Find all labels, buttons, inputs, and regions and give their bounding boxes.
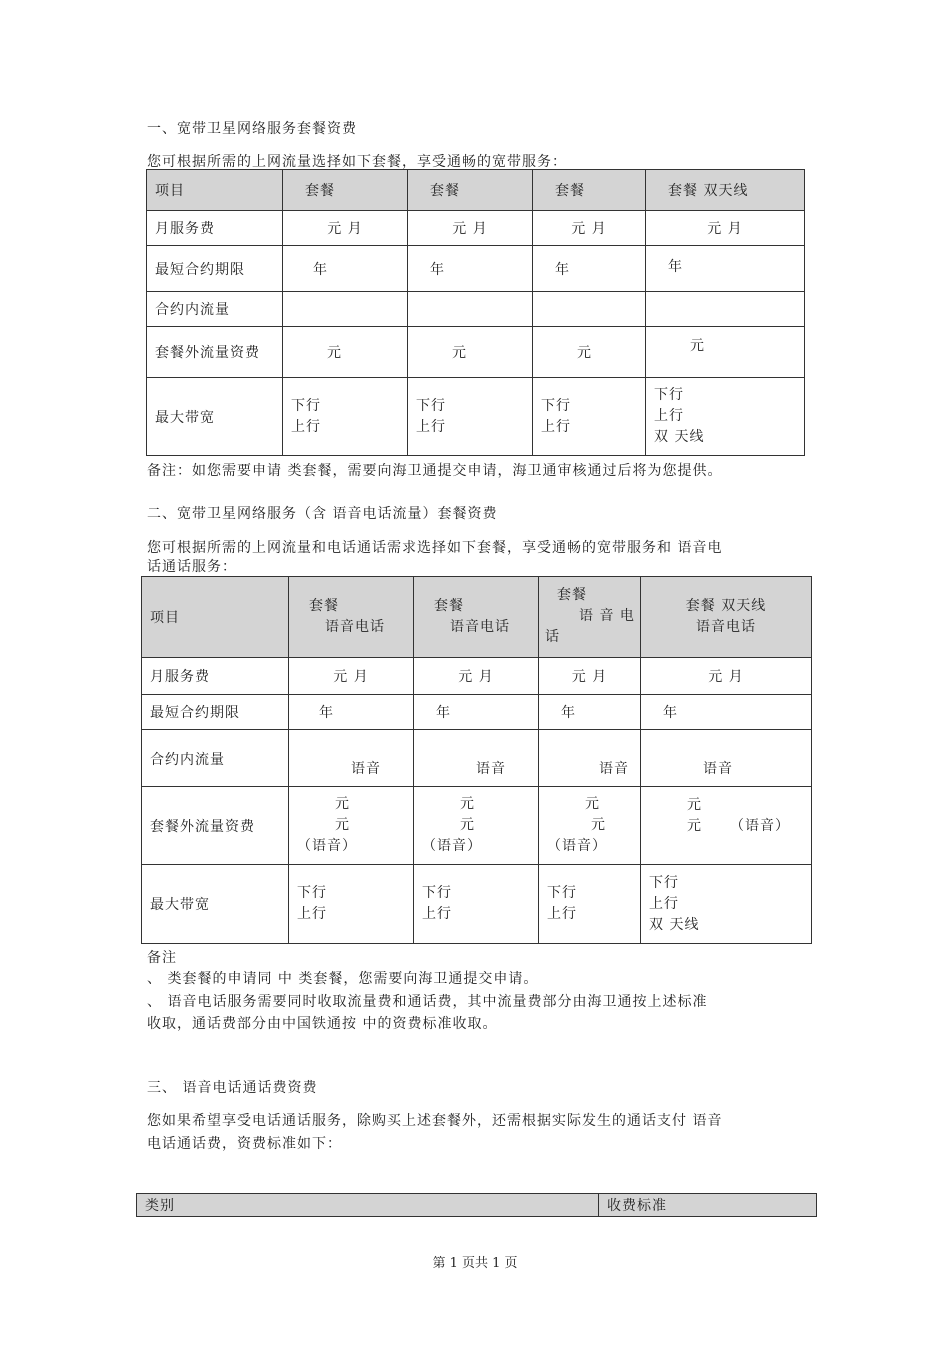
table-cell: 元 月 — [641, 658, 812, 695]
bw-up: 上行 — [416, 418, 446, 435]
header-voice: 语音电话 — [325, 619, 385, 635]
row-label: 最短合约期限 — [142, 695, 289, 730]
table-cell — [539, 787, 641, 865]
broadband-voice-package-table — [141, 576, 812, 944]
table-cell: 元 月 — [533, 211, 646, 246]
extra-yuan: 元 — [687, 797, 702, 813]
table-cell — [289, 787, 414, 865]
table-cell — [414, 865, 539, 944]
bw-down: 下行 — [547, 885, 577, 901]
table-cell: 元 — [283, 327, 408, 378]
table-row — [142, 730, 812, 787]
row-label: 合约内流量 — [142, 730, 289, 787]
section3-title: 三、 语音电话通话费资费 — [147, 1080, 318, 1096]
extra-voice: （语音） — [730, 818, 790, 834]
table-cell: 年 — [646, 246, 805, 292]
table-cell: 年 — [539, 695, 641, 730]
table-cell — [408, 378, 533, 456]
table-header-row — [147, 170, 805, 211]
extra-yuan: 元 — [460, 796, 475, 812]
section2-note-line3: 收取，通话费部分由中国铁通按 中的资费标准收取。 — [147, 1016, 498, 1032]
header-voice-tail: 话 — [545, 629, 560, 645]
extra-yuan: 元 — [335, 817, 350, 833]
table-cell — [646, 292, 805, 327]
section2-title: 二、宽带卫星网络服务（含 语音电话流量）套餐资费 — [147, 506, 498, 522]
table-header-row — [142, 577, 812, 658]
extra-yuan: 元 — [591, 817, 606, 833]
section1-intro: 您可根据所需的上网流量选择如下套餐，享受通畅的宽带服务： — [147, 154, 567, 170]
header-cell: 套餐 — [533, 170, 646, 211]
table-cell: 年 — [414, 695, 539, 730]
table-row — [147, 378, 805, 456]
bw-up: 上行 — [547, 906, 577, 922]
table-cell: 元 月 — [646, 211, 805, 246]
bw-up: 上行 — [297, 906, 327, 922]
header-cell: 收费标准 — [599, 1194, 817, 1217]
table-cell — [646, 378, 805, 456]
table-row — [147, 211, 805, 246]
table-cell: 元 月 — [408, 211, 533, 246]
table-cell — [539, 865, 641, 944]
section2-note-title: 备注 — [147, 950, 177, 966]
row-label: 最大带宽 — [142, 865, 289, 944]
table-row — [147, 292, 805, 327]
table-cell: 元 月 — [539, 658, 641, 695]
page-footer: 第 1 页共 1 页 — [432, 1256, 518, 1271]
row-label: 合约内流量 — [147, 292, 283, 327]
section1-title: 一、宽带卫星网络服务套餐资费 — [147, 121, 357, 137]
extra-yuan: 元 — [585, 796, 600, 812]
bw-up: 上行 — [291, 418, 321, 435]
bw-dual: 双 天线 — [649, 916, 700, 933]
bw-dual: 双 天线 — [654, 429, 705, 445]
header-cell — [641, 577, 812, 658]
header-cell — [414, 577, 539, 658]
bw-down: 下行 — [654, 387, 684, 403]
extra-yuan: 元 — [335, 796, 350, 812]
broadband-package-table — [146, 169, 805, 456]
table-cell: 年 — [283, 246, 408, 292]
table-cell: 年 — [408, 246, 533, 292]
header-pkg: 套餐 — [557, 587, 587, 603]
table-cell: 元 — [646, 327, 805, 378]
header-cell: 项目 — [142, 577, 289, 658]
bw-down: 下行 — [416, 397, 446, 414]
bw-down: 下行 — [291, 397, 321, 414]
header-cell: 套餐 — [408, 170, 533, 211]
table-cell: 元 — [533, 327, 646, 378]
table-cell — [641, 787, 812, 865]
section3-intro-line1: 您如果希望享受电话通话服务，除购买上述套餐外，还需根据实际发生的通话支付 语音 — [147, 1113, 723, 1129]
table-cell: 年 — [533, 246, 646, 292]
table-header-row — [137, 1194, 817, 1217]
table-cell — [533, 378, 646, 456]
table-cell — [283, 292, 408, 327]
section1-note: 备注：如您需要申请 类套餐，需要向海卫通提交申请，海卫通审核通过后将为您提供。 — [147, 463, 723, 479]
table-cell — [641, 865, 812, 944]
table-cell — [283, 378, 408, 456]
header-voice: 语 音 电 — [579, 608, 635, 624]
extra-voice: （语音） — [297, 838, 357, 854]
table-cell: 元 月 — [289, 658, 414, 695]
header-pkg-dual: 套餐 双天线 — [685, 598, 767, 614]
row-label: 套餐外流量资费 — [142, 787, 289, 865]
section2-intro-line2: 话通话服务： — [147, 559, 237, 575]
extra-yuan: 元 — [687, 818, 702, 834]
table-cell: 语音 — [289, 730, 414, 787]
section2-note-line1: 、 类套餐的申请同 中 类套餐，您需要向海卫通提交申请。 — [147, 971, 539, 987]
table-cell — [408, 292, 533, 327]
table-cell: 语音 — [539, 730, 641, 787]
bw-down: 下行 — [541, 397, 571, 414]
table-cell: 元 — [408, 327, 533, 378]
bw-up: 上行 — [654, 408, 684, 424]
bw-up: 上行 — [422, 906, 452, 922]
voice-call-fee-table — [136, 1193, 817, 1217]
table-row — [147, 246, 805, 292]
row-label: 最短合约期限 — [147, 246, 283, 292]
header-cell: 类别 — [137, 1194, 599, 1217]
bw-down: 下行 — [422, 885, 452, 901]
header-cell: 项目 — [147, 170, 283, 211]
table-row — [142, 695, 812, 730]
extra-voice: （语音） — [422, 838, 482, 854]
row-label: 套餐外流量资费 — [147, 327, 283, 378]
header-voice: 语音电话 — [450, 619, 510, 635]
header-cell — [289, 577, 414, 658]
section2-note-line2: 、 语音电话服务需要同时收取流量费和通话费，其中流量费部分由海卫通按上述标准 — [147, 994, 708, 1010]
table-cell — [289, 865, 414, 944]
section2-intro-line1: 您可根据所需的上网流量和电话通话需求选择如下套餐，享受通畅的宽带服务和 语音电 — [147, 540, 723, 556]
table-row — [142, 865, 812, 944]
table-cell: 年 — [641, 695, 812, 730]
header-cell: 套餐 — [283, 170, 408, 211]
header-cell: 套餐 双天线 — [646, 170, 805, 211]
bw-up: 上行 — [649, 895, 679, 912]
table-row — [142, 658, 812, 695]
table-row — [142, 787, 812, 865]
row-label: 月服务费 — [142, 658, 289, 695]
header-pkg: 套餐 — [434, 598, 464, 614]
bw-down: 下行 — [649, 874, 679, 891]
bw-up: 上行 — [541, 418, 571, 435]
row-label: 月服务费 — [147, 211, 283, 246]
table-cell: 年 — [289, 695, 414, 730]
table-cell: 元 月 — [283, 211, 408, 246]
table-cell — [533, 292, 646, 327]
table-row — [147, 327, 805, 378]
table-cell: 语音 — [641, 730, 812, 787]
section3-intro-line2: 电话通话费，资费标准如下： — [147, 1136, 342, 1152]
header-pkg: 套餐 — [309, 598, 339, 614]
header-cell — [539, 577, 641, 658]
row-label: 最大带宽 — [147, 378, 283, 456]
extra-voice: （语音） — [547, 838, 607, 854]
bw-down: 下行 — [297, 885, 327, 901]
extra-yuan: 元 — [460, 817, 475, 833]
table-cell — [414, 787, 539, 865]
header-voice: 语音电话 — [696, 619, 756, 635]
table-cell: 元 月 — [414, 658, 539, 695]
table-cell: 语音 — [414, 730, 539, 787]
